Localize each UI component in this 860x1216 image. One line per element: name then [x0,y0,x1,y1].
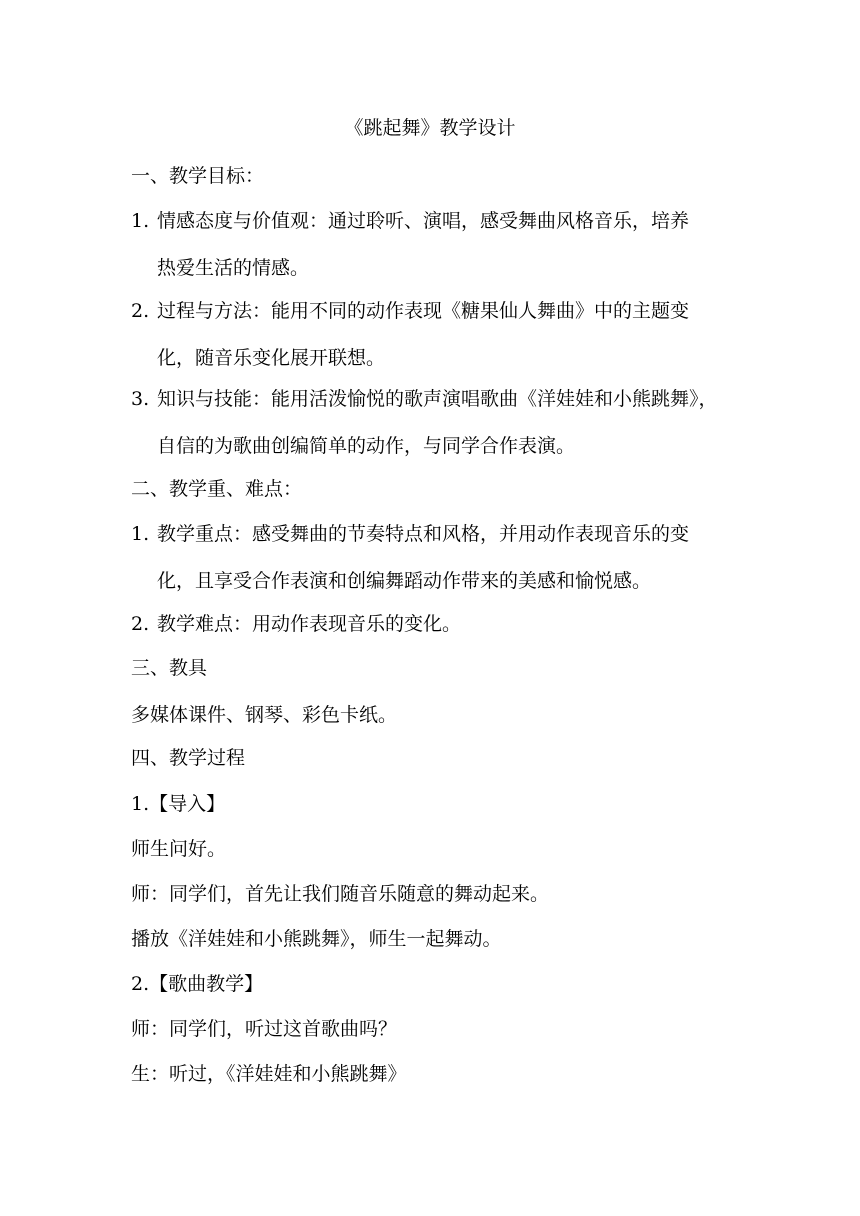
item-number: 2. [131,300,150,322]
section-heading-tools: 三、教具 [131,657,208,679]
objective-item-1-line-2: 热爱生活的情感。 [157,257,310,279]
step-intro-line-1: 师生问好。 [131,838,227,860]
section-heading-key-points: 二、教学重、难点： [131,478,303,500]
objective-item-2-line-1 [131,296,731,343]
objective-item-3 [131,384,731,478]
step-song-line-1: 师：同学们，听过这首歌曲吗？ [131,1018,398,1040]
step-intro-line-2: 师：同学们，首先让我们随音乐随意的舞动起来。 [131,883,550,905]
item-text: 情感态度与价值观：通过聆听、演唱，感受舞曲风格音乐，培养 [157,210,690,232]
objective-item-2 [131,296,731,390]
objective-item-1 [131,206,731,300]
key-point-item-1-line-2: 化，且享受合作表演和创编舞蹈动作带来的美感和愉悦感。 [157,570,652,592]
objective-item-2-line-2: 化，随音乐变化展开联想。 [157,347,386,369]
item-number: 3. [131,388,150,410]
section-heading-objectives: 一、教学目标： [131,165,265,187]
item-text: 教学难点：用动作表现音乐的变化。 [157,613,462,635]
objective-item-1-line-1 [131,206,731,253]
step-intro-line-3: 播放《洋娃娃和小熊跳舞》，师生一起舞动。 [131,928,502,950]
objective-item-3-line-2: 自信的为歌曲创编简单的动作，与同学合作表演。 [157,435,576,457]
key-point-item-2 [131,609,731,656]
section-heading-process: 四、教学过程 [131,747,246,769]
tools-text: 多媒体课件、钢琴、彩色卡纸。 [131,704,398,726]
objective-item-3-line-1 [131,384,731,431]
document-title: 《跳起舞》教学设计 [344,117,516,139]
key-point-item-1 [131,519,731,613]
item-text: 教学重点：感受舞曲的节奏特点和风格，并用动作表现音乐的变 [157,523,690,545]
item-number: 2. [131,613,150,635]
item-text: 知识与技能：能用活泼愉悦的歌声演唱歌曲《洋娃娃和小熊跳舞》， [157,388,718,410]
step-song-line-2: 生：听过，《洋娃娃和小熊跳舞》 [131,1063,407,1085]
step-heading-song-teaching: 2.【歌曲教学】 [131,973,264,995]
item-number: 1. [131,523,150,545]
key-point-item-2-line-1 [131,609,731,656]
item-number: 1. [131,210,150,232]
item-text: 过程与方法：能用不同的动作表现《糖果仙人舞曲》中的主题变 [157,300,690,322]
step-heading-intro: 1.【导入】 [131,793,226,815]
key-point-item-1-line-1 [131,519,731,566]
